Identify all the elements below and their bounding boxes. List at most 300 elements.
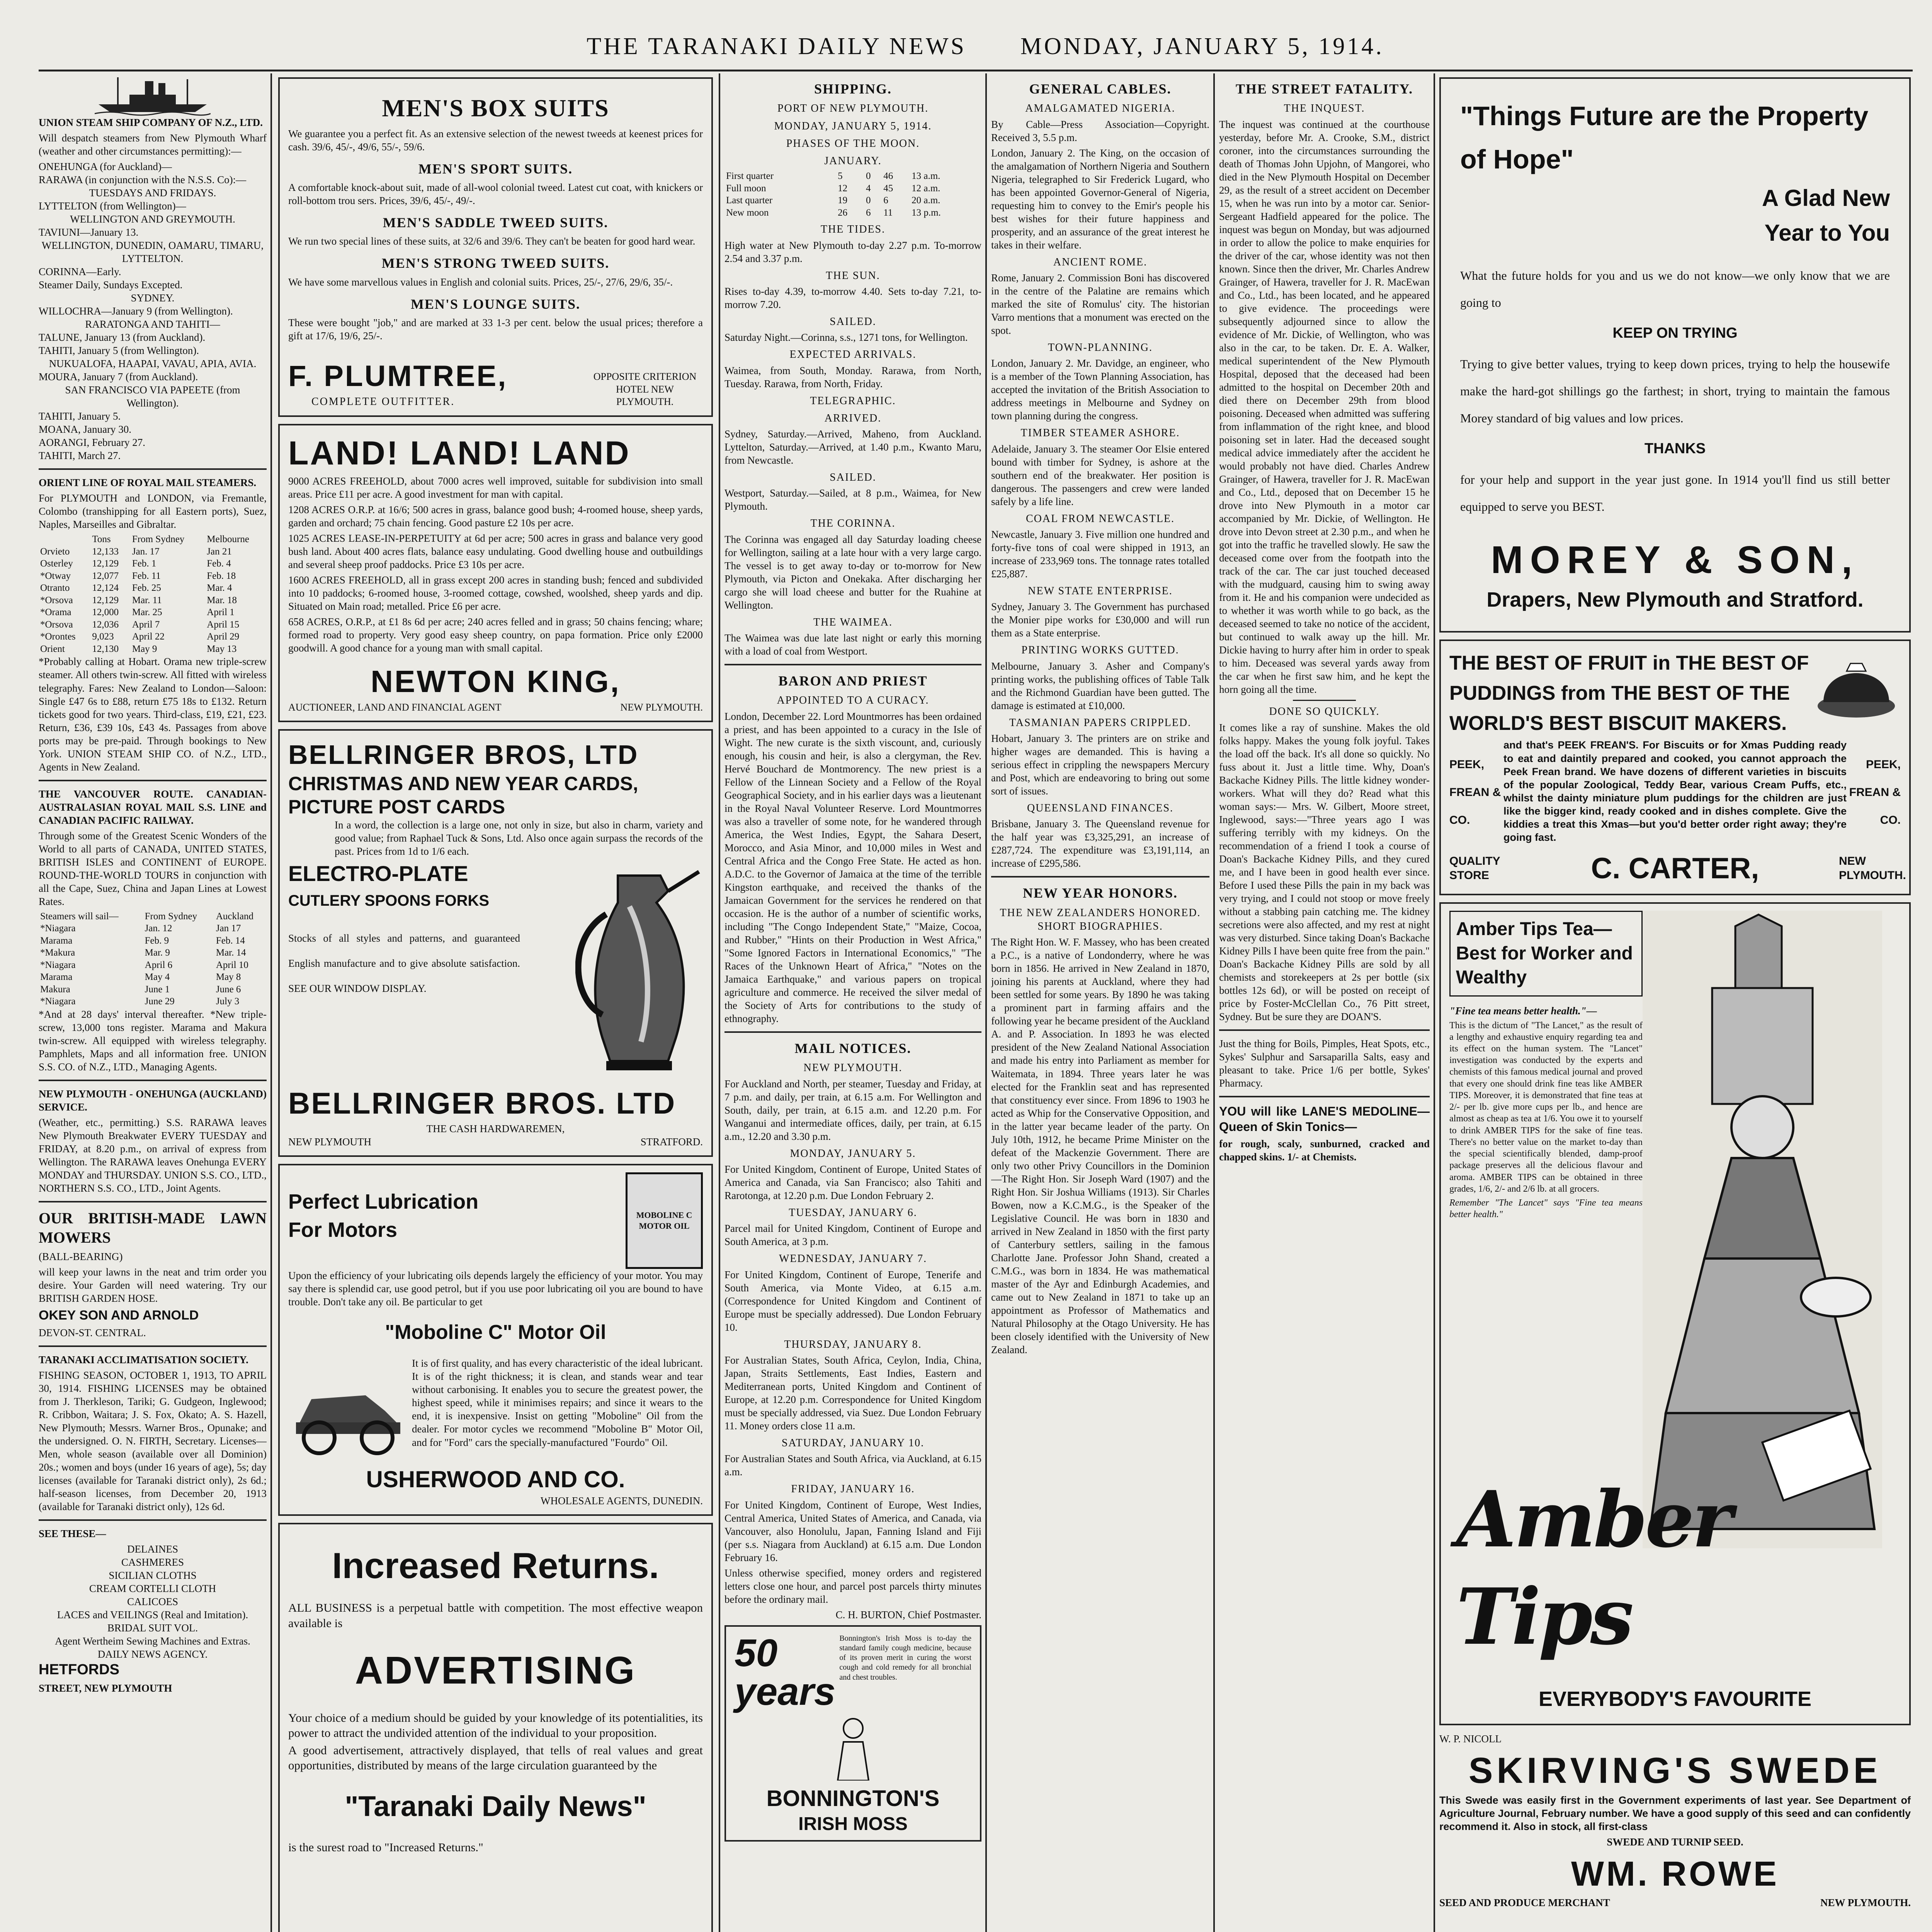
peek-addr: NEW PLYMOUTH. <box>1838 854 1906 882</box>
table-cell: 5 <box>838 171 843 182</box>
lawn-text: will keep your lawns in the neat and trim order you desire. Your Garden will need watering. Try our BRITISH GARDEN HOSE. <box>39 1266 267 1304</box>
lane-head: YOU will like LANE'S MEDOLINE—Queen of Skin Tonics— <box>1219 1104 1430 1134</box>
table-cell: Feb. 11 <box>132 570 161 581</box>
newton-sub: AUCTIONEER, LAND AND FINANCIAL AGENT <box>288 701 502 713</box>
mail-day-text: For Australian States, South Africa, Ceylon, India, China, Japan, Straits Settlements, East Indies, Eastern and Mediterranean ports, United Kingdom and Continent of Europe, at 12.20 p.m. Correspondence for United Kingdom must be specially addressed, via Suez. Due London February 11. Money orders close 11 a.m. <box>724 1354 981 1432</box>
table-cell: *Niagara <box>40 923 76 934</box>
coal-title: COAL FROM NEWCASTLE. <box>1026 512 1175 525</box>
morey-sub: Drapers, New Plymouth and Stratford. <box>1486 588 1864 612</box>
table-cell: 12,077 <box>92 570 119 581</box>
list-item: CASHMERES <box>121 1556 184 1568</box>
mail-day-title: TUESDAY, JANUARY 6. <box>789 1207 917 1219</box>
port-date: MONDAY, JANUARY 5, 1914. <box>774 120 932 132</box>
table-cell: 12,129 <box>92 558 119 569</box>
table-cell: Marama <box>40 935 73 946</box>
lub-text: Upon the efficiency of your lubricating oils depends largely the efficiency of your motor. You may say there is splendid car, use good petrol, but if you use poor lubricating oil you are bound to have trouble. Don't take any oil. Be particular to get <box>288 1269 703 1308</box>
table-cell: Last quarter <box>726 195 773 206</box>
column-3 <box>724 73 981 1932</box>
mail-day <box>724 1252 981 1333</box>
separator <box>1219 1029 1430 1031</box>
plumtree-footer <box>288 358 703 408</box>
mail-day-text: For Australian States and South Africa, via Auckland, at 6.15 a.m. <box>724 1453 981 1478</box>
morey-thanks: THANKS <box>1644 440 1706 457</box>
vancouver-intro: Through some of the Greatest Scenic Wonders of the World to all parts of CANADA, UNITED STATES, BRITISH ISLES and CONTINENT of EUROPE. ROUND-THE-WORLD TOURS in conjunction with all the Cape, Suez, China and Japan Lines at Lowest Rates. <box>39 830 267 907</box>
arrived-text: Sydney, Saturday.—Arrived, Maheno, from Auckland. Lyttelton, Saturday.—Arrived, at 1.40 p.m., Kwanto Maru, from Newcastle. <box>724 428 981 466</box>
table-row <box>724 207 981 219</box>
list-item: SICILIAN CLOTHS <box>109 1569 197 1581</box>
nsw-text: Sydney, January 3. The Government has purchased the Monier pipe works for £30,000 and will run them as a State enterprise. <box>991 601 1209 639</box>
mail-day-text: For United Kingdom, Continent of Europe, Tenerife and South America, via Monte Video, at 6.15 a.m. (Correspondence for United Kingdom and Continent of Europe must be specially addressed). Due London February 10. <box>724 1269 981 1333</box>
oil-can-icon: MOBOLINE C MOTOR OIL <box>626 1172 703 1269</box>
bellringer-ad <box>278 729 713 1157</box>
peek-footer <box>1449 850 1906 887</box>
separator <box>39 1345 267 1347</box>
table-row <box>39 935 267 947</box>
separator <box>39 1519 267 1521</box>
woman-figure-icon <box>815 1715 892 1781</box>
see-title: SEE THESE— <box>39 1527 106 1539</box>
inc-title: Increased Returns. <box>332 1545 659 1586</box>
box-suits-ad <box>278 77 713 417</box>
table-cell: 13 a.m. <box>912 171 940 182</box>
peek-title: THE BEST OF FRUIT in THE BEST OF PUDDINGS from THE BEST OF THE WORLD'S BEST BISCUIT MAKERS. <box>1449 652 1809 735</box>
onehunga-title: NEW PLYMOUTH - ONEHUNGA (AUCKLAND) SERVICE. <box>39 1088 267 1113</box>
usc-sailing: CORINNA—Early. <box>39 266 121 278</box>
table-row <box>39 922 267 935</box>
table-cell: Mar. 18 <box>207 595 237 605</box>
mail-day <box>724 1436 981 1478</box>
table-cell: June 1 <box>145 984 170 995</box>
table-cell: Mar. 14 <box>216 947 246 958</box>
land-title: LAND! LAND! LAND <box>288 435 631 472</box>
usc-title: UNION STEAM SHIP COMPANY OF N.Z., LTD. <box>39 117 263 128</box>
moon-title: PHASES OF THE MOON. <box>786 137 920 150</box>
mail-text: For Auckland and North, per steamer, Tuesday and Friday, at 7 p.m. and daily, per train, at 6.15 a.m. For Wellington and South, daily, per train, at 6.15 a.m. and 12.20 p.m. For Wanganui and intermediate offices, daily, per train, at 6.15 a.m., 12.20 and 3.30 p.m. <box>724 1078 981 1142</box>
lub-title: Perfect Lubrication For Motors <box>288 1190 479 1242</box>
town-title: TOWN-PLANNING. <box>1048 342 1153 354</box>
table-cell: 19 <box>838 195 848 206</box>
see-firm: HETFORDS <box>39 1661 119 1678</box>
morey-ad <box>1439 77 1911 633</box>
table-cell: 26 <box>838 207 848 218</box>
mail-day <box>724 1482 981 1564</box>
table-cell: Mar. 9 <box>145 947 170 958</box>
bell-title: BELLRINGER BROS, LTD <box>288 740 639 770</box>
mail-day-title: SATURDAY, JANUARY 10. <box>781 1437 925 1449</box>
table-cell: April 10 <box>216 959 248 970</box>
bon-head <box>735 1631 971 1713</box>
usc-sailing: TAHITI, January 5. <box>39 410 121 422</box>
tas-title: TASMANIAN PAPERS CRIPPLED. <box>1009 716 1192 729</box>
table-cell: April 1 <box>207 607 235 618</box>
table-cell: April 15 <box>207 619 240 630</box>
swede-title: SKIRVING'S SWEDE <box>1468 1750 1882 1791</box>
nigeria-src: By Cable—Press Association—Copyright. Received 3, 5.5 p.m. <box>991 118 1209 143</box>
lounge-suits-title: MEN'S LOUNGE SUITS. <box>410 296 581 312</box>
swede-addr: NEW PLYMOUTH. <box>1820 1897 1911 1909</box>
table-row <box>39 631 267 643</box>
table-cell: 12 a.m. <box>912 183 940 194</box>
honors-sub: THE NEW ZEALANDERS HONORED. SHORT BIOGRAPHIES. <box>1000 906 1201 933</box>
skirving-swede-ad <box>1439 1732 1911 1909</box>
bell-footer: BELLRINGER BROS. LTD <box>288 1086 676 1120</box>
morey-text2: Trying to give better values, trying to keep down prices, trying to help the housewife make the hard-got shillings go the farthest; in short, trying to maintain the famous Morey standard of big values and low prices. <box>1460 357 1890 425</box>
mail-day <box>724 1206 981 1248</box>
bell-locations <box>288 1135 703 1148</box>
amber-quote: "Fine tea means better health."— <box>1449 1005 1597 1017</box>
usc-sailing: WELLINGTON, DUNEDIN, OAMARU, TIMARU, LYTTELTON. <box>41 240 264 265</box>
table-cell: Osterley <box>40 558 73 569</box>
table-header <box>39 533 267 546</box>
table-cell: Feb. 9 <box>145 935 169 946</box>
lub-text2: It is of first quality, and has every characteristic of the ideal lubricant. It is of the right thickness; it is clean, and stands wear and tear without carbonising. It enables you to secure the greatest power, the highest speed, while it minimises repairs; and since it wears to the end, it is inexpensive. Insist on getting "Moboline" Oil from the dealer. For motor cycles we recommend "Moboline B" Motor Oil, and for "Ford" cars the specially-manufactured "Fourdo" Oil. <box>412 1357 703 1448</box>
bell-electro: ELECTRO-PLATE <box>288 861 468 886</box>
strong-suits-title: MEN'S STRONG TWEED SUITS. <box>381 255 610 271</box>
inc-footer: is the surest road to "Increased Returns." <box>288 1840 483 1854</box>
peek-side-right: PEEK, FREAN & CO. <box>1849 758 1901 827</box>
bonnington-ad <box>724 1625 981 1842</box>
mail-day-title: MONDAY, JANUARY 5. <box>790 1147 916 1160</box>
lub-agents: WHOLESALE AGENTS, DUNEDIN. <box>541 1495 703 1507</box>
strong-suits-text: We have some marvellous values in English and colonial suits. Prices, 25/-, 27/6, 29/6, 35/-. <box>288 276 673 288</box>
honors-title: NEW YEAR HONORS. <box>1022 885 1178 901</box>
column-1 <box>39 73 267 1932</box>
list-item: DELAINES <box>127 1543 178 1555</box>
bell-body <box>288 860 703 1077</box>
usc-sailing: MOURA, January 7 (from Auckland). <box>39 371 198 383</box>
table-cell: 12,129 <box>92 595 119 605</box>
list-item: LACES and VEILINGS (Real and Imitation). <box>57 1609 248 1621</box>
list-item: Agent Wertheim Sewing Machines and Extras. <box>55 1635 250 1647</box>
table-cell: April 7 <box>132 619 160 630</box>
lub-firm: USHERWOOD AND CO. <box>366 1466 625 1493</box>
inc-text1: ALL BUSINESS is a perpetual battle with competition. The most effective weapon available is <box>288 1601 703 1630</box>
column-6 <box>1439 73 1911 1932</box>
lounge-suits-text: These were bought "job," and are marked at 33 1-3 per cent. below the usual prices; therefore a gift at 17/6, 19/6, 25/-. <box>288 317 703 342</box>
table-cell: 9,023 <box>92 631 114 642</box>
table-row <box>39 558 267 570</box>
box-suits-title: MEN'S BOX SUITS <box>382 94 609 122</box>
newton-addr: NEW PLYMOUTH. <box>620 701 703 713</box>
morey-glad: A Glad New Year to You <box>1762 185 1890 246</box>
list-item: BRIDAL SUIT VOL. <box>107 1622 198 1634</box>
table-cell: 12,133 <box>92 546 119 557</box>
table-cell: July 3 <box>216 996 240 1007</box>
peek-side: PEEK, FREAN & CO. <box>1449 758 1501 827</box>
table-cell: 12 <box>838 183 848 194</box>
table-row <box>724 170 981 182</box>
see-addr: STREET, NEW PLYMOUTH <box>39 1682 172 1694</box>
expected-title: EXPECTED ARRIVALS. <box>789 349 917 361</box>
table-cell: 6 <box>883 195 888 206</box>
morey-text: What the future holds for you and us we do not know—we only know that we are going to <box>1460 269 1890 310</box>
pudding-icon <box>1812 648 1901 725</box>
table-row <box>39 971 267 983</box>
table-cell: April 6 <box>145 959 173 970</box>
arrived-title: ARRIVED. <box>824 412 882 424</box>
inc-paper: "Taranaki Daily News" <box>345 1790 646 1822</box>
peek-head <box>1449 648 1901 738</box>
usc-intro: Will despatch steamers from New Plymouth Wharf (weather and other circumstances permitting):— <box>39 132 267 157</box>
peek-frean-ad <box>1439 639 1911 895</box>
usc-sailing: Steamer Daily, Sundays Excepted. <box>39 279 183 291</box>
usc-sailing: RARAWA (in conjunction with the N.S.S. Co):— <box>39 174 247 186</box>
table-cell: Mar. 4 <box>207 583 232 594</box>
bell-stock: Stocks of all styles and patterns, and guaranteed English manufacture and to give absolute satisfaction. SEE OUR WINDOW DISPLAY. <box>288 932 520 995</box>
sport-suits-text: A comfortable knock-about suit, made of all-wool colonial tweed. Latest cut coat, with knickers or roll-bottom trou sers. Prices, 39/6, 45/-, 49/-. <box>288 182 703 207</box>
bell-left <box>288 860 575 1077</box>
baron-title: BARON AND PRIEST <box>778 673 928 689</box>
table-cell: Feb. 18 <box>207 570 236 581</box>
column-rule <box>985 73 987 1932</box>
table-cell: First quarter <box>726 171 774 182</box>
land-item: 1600 ACRES FREEHOLD, all in grass except 200 acres in standing bush; fenced and subdivided into 10 paddocks; 6-roomed house, 3-roomed cottage, cowshed, woolshed, sheep yards and dip. Situated on Main road; metalled. Price £6 per acre. <box>288 574 703 612</box>
moon-table <box>724 170 981 219</box>
separator <box>724 1031 981 1033</box>
morey-text3: for your help and support in the year just gone. In 1914 you'll find us still better equipped to serve you BEST. <box>1460 472 1890 514</box>
sulphur-text: Just the thing for Boils, Pimples, Heat Spots, etc., Sykes' Sulphur and Sarsaparilla Salts, easy and pleasant to take. Price 1/6 per bottle, Sykes' Pharmacy. <box>1219 1037 1430 1089</box>
table-cell: June 6 <box>216 984 241 995</box>
newton-name: NEWTON KING, <box>371 664 621 699</box>
nigeria-text: London, January 2. The King, on the occasion of the amalgamation of Northern Nigeria and Southern Nigeria, telegraphed to Sir Frederick Lugard, who has been appointed Governor-General of Nigeria, requesting him to convey to the Emir's people his best wishes for their future happiness and prosperity, and an assurance of the great interest he takes in their welfare. <box>991 147 1209 251</box>
cables-title: GENERAL CABLES. <box>1029 81 1172 97</box>
usc-sailing: TALUNE, January 13 (from Auckland). <box>39 332 206 344</box>
sailed-title: SAILED. <box>830 316 876 328</box>
table-cell: 12,036 <box>92 619 119 630</box>
table-cell: Makura <box>40 984 70 995</box>
swede-footer <box>1439 1896 1911 1909</box>
usc-sailing: MOANA, January 30. <box>39 423 131 435</box>
table-cell: 12,130 <box>92 643 119 654</box>
table-cell: 11 <box>883 207 893 218</box>
moon-month: JANUARY. <box>824 155 882 167</box>
corinna-title: THE CORINNA. <box>810 517 896 530</box>
mail-day-text: For United Kingdom, Continent of Europe, United States of America and Canada, via San Francisco; also Tahiti and Rarotonga, at 12.20 p.m. Due London February 2. <box>724 1163 981 1202</box>
morey-keep: KEEP ON TRYING <box>1612 325 1738 341</box>
column-rule <box>270 73 272 1932</box>
orient-table <box>39 533 267 655</box>
masthead-rule <box>39 70 1913 71</box>
lub-head <box>288 1172 703 1269</box>
tides-text: High water at New Plymouth to-day 2.27 p.m. To-morrow 2.54 and 3.37 p.m. <box>724 239 981 264</box>
table-header <box>39 910 267 923</box>
table-cell: 20 a.m. <box>912 195 940 206</box>
usc-sailing: TAHITI, January 5 (from Wellington). <box>39 345 199 357</box>
onehunga-text: (Weather, etc., permitting.) S.S. RARAWA leaves New Plymouth Breakwater EVERY TUESDAY and FRIDAY, at 8.20 p.m., on arrival of express from Wellington. The RARAWA leaves Onehunga EVERY MONDAY and THURSDAY. UNION S.S. CO., LTD., NORTHERN S.S. CO., LTD., Joint Agents. <box>39 1116 267 1194</box>
table-cell: Feb. 25 <box>132 583 161 594</box>
usc-sailing: AORANGI, February 27. <box>39 437 145 449</box>
column-rule <box>719 73 720 1932</box>
land-item: 1208 ACRES O.R.P. at 16/6; 500 acres in grass, balance good bush; 4-roomed house, sheep yards, garden and orchard; 75 chain fencing. Good pasture £2 10s per acre. <box>288 503 703 529</box>
table-cell: *Niagara <box>40 959 76 970</box>
table-row <box>39 594 267 607</box>
table-cell: Mar. 25 <box>132 607 162 618</box>
mail-day <box>724 1147 981 1202</box>
issue-date: MONDAY, JANUARY 5, 1914. <box>1020 33 1384 60</box>
table-cell: Jan. 12 <box>145 923 172 934</box>
table-cell: Feb. 1 <box>132 558 156 569</box>
inc-advertising: ADVERTISING <box>355 1648 636 1692</box>
bell-cutlery: CUTLERY SPOONS FORKS <box>288 892 490 910</box>
sailed2-title: SAILED. <box>830 471 876 484</box>
table-cell: 4 <box>866 183 871 194</box>
table-row <box>39 619 267 631</box>
table-cell: *Orsova <box>40 619 73 630</box>
vancouver-table <box>39 910 267 1008</box>
table-cell: April 22 <box>132 631 165 642</box>
list-item: CALICOES <box>127 1595 178 1607</box>
vancouver-notes: *And at 28 days' interval thereafter. *New triple-screw, 13,000 tons register. Marama and Makura twin-screw. All equipped with wireless telegraphy. Pamphlets, Maps and all information free. UNION S.S. CO. of N.Z., LTD., Managing Agents. <box>39 1008 267 1073</box>
land-item: 1025 ACRES LEASE-IN-PERPETUITY at 6d per acre; 500 acres in grass and balance very good bush land. About 400 acres flats, balance easy undulating. Good dwelling house and outbuildings and several sheep proof paddocks. Price £3 10s per acre. <box>288 532 703 570</box>
shipping-title: SHIPPING. <box>814 81 892 97</box>
honors-text: The Right Hon. W. F. Massey, who has been created a P.C., is a native of Londonderry, where he was born in 1856. He arrived in New Zealand in 1870, joining his parents at Auckland, where they had been settled for some years. By 1890 he was taking a prominent part in farming affairs and the following year he became president of the Auckland A. and P. Association. In 1893 he was elected president of the New Zealand National Association and made his entry into Parliament as member for Waitemata, in 1894. Three years later he was elected for the Franklin seat and has represented that constituency ever since. From 1896 to 1903 he acted as Whip for the Conservative Opposition, and in the latter year became leader of the party. On July 10th, 1912, he became Prime Minister on the defeat of the Mackenzie Government. There are only two other Privy Councillors in the Dominion—The Right Hon. Sir Joseph Ward (1907) and the Right Hon. Sir Joshua Williams (1913). Sir Charles Bowen, now a K.C.M.G., is the Speaker of the Legislative Council. He was born in 1830 and arrived in New Zealand in 1850 with the first party of Canterbury settlers, sailing in the famous Charlotte Jane. Professor John Shand, created a C.M.G., was born in 1834. He was mathematical master of the Ayr and Edinburgh Academies, and came out to New Zealand in 1871 to take up an appointment as Professor of Mathematics and Natural Philosophy at the Otago University. He has been closely identified with the University of New Zealand. <box>991 936 1209 1355</box>
lawn-title: OUR BRITISH-MADE LAWN MOWERS <box>39 1209 267 1247</box>
table-cell: 13 p.m. <box>912 207 941 218</box>
table-cell: 12,000 <box>92 607 119 618</box>
mail-footer: Unless otherwise specified, money orders and registered letters close one hour, and parcel post parcels thirty minutes before the ordinary mail. <box>724 1567 981 1605</box>
table-cell: Feb. 4 <box>207 558 231 569</box>
amber-head <box>1449 911 1901 1548</box>
table-row <box>39 582 267 594</box>
land-item: 9000 ACRES FREEHOLD, about 7000 acres well improved, suitable for subdivision into small areas. Price £11 per acre. A good investment for man with capital. <box>288 475 703 500</box>
orient-notes: *Probably calling at Hobart. Orama new triple-screw steamer. All others twin-screw. All fitted with wireless telegraphy. Fares: New Zealand to London—Saloon: Single £47 6s to £88, return £75 18s to £132. Return tickets good for two years. Third-class, £19, £21, £23. Return, £36, £39 10s, £43 4s. Passages from above ports may be pre-paid. Through bookings to New York. UNION STEAM SHIP CO. of N.Z., LTD., Agents in New Zealand. <box>39 656 267 773</box>
swede-sub: SEED AND PRODUCE MERCHANT <box>1439 1897 1610 1909</box>
separator <box>39 468 267 470</box>
table-cell: May 13 <box>207 643 237 654</box>
bon-brand: BONNINGTON'S <box>766 1786 940 1811</box>
table-row <box>39 643 267 655</box>
separator <box>724 664 981 665</box>
baron-sub: APPOINTED TO A CURACY. <box>777 694 929 707</box>
quick-text: It comes like a ray of sunshine. Makes the old folks happy. Makes the young folk joyful. Takes the load off the back. It's all done so quickly. No fuss about it. Just a little time. Why, Doan's Backache Kidney Pills. The little kidney wonder-workers. What will they do? Read what this woman says:— Mrs. W. Gilbert, Moore street, Inglewood, says:—"Three years ago I was suffering terribly with my kidneys. On the recommendation of a friend I took a course of Doan's Backache Kidney Pills, and they cured me, and I have been in good health ever since. Before I used these Pills the pain in my back was very trying, and I could not stoop or move freely without a stabbing pain catching me. The kidney secretions were also affected, and my rest at night was very disturbed. Since taking Doan's Backache Kidney Pills I have been quite free from the pain." Doan's Backache Kidney Pills are sold by all chemists and storekeepers at 2s per bottle (six bottles 12s 6d), or will be posted on receipt of price by Foster-McClellan Co., 76 Pitt street, Sydney. But be sure they are DOAN'S. <box>1219 721 1430 1022</box>
column-rule <box>1434 73 1435 1932</box>
paper-name: THE TARANAKI DAILY NEWS <box>587 33 966 60</box>
orient-intro: For PLYMOUTH and LONDON, via Fremantle, Colombo (transhipping for all Eastern ports), Suez, Naples, Marseilles and Gibraltar. <box>39 492 267 531</box>
inc-text3: A good advertisement, attractively displayed, that tells of real values and great opportunities, distributed by means of the large circulation guaranteed by the <box>288 1743 703 1772</box>
table-cell: Jan. 17 <box>132 546 160 557</box>
box-suits-text: We guarantee you a perfect fit. As an extensive selection of the newest tweeds at keenest prices for cash. 39/6, 45/-, 49/6, 55/-, 59/6. <box>288 128 703 153</box>
corinna-text: The Corinna was engaged all day Saturday loading cheese for Wellington, sailing at a late hour with a very large cargo. The vessel is to get away to-day or to-morrow for New Plymouth, via Picton and Onekaka. After discharging her cargo she will load cheese and butter for the Ruahine at Wellington. <box>724 533 981 611</box>
tides-title: THE TIDES. <box>820 223 886 236</box>
peek-quality: QUALITY STORE <box>1449 854 1500 882</box>
sailed2-text: Westport, Saturday.—Sailed, at 8 p.m., Waimea, for New Plymouth. <box>724 487 981 512</box>
table-cell: Orient <box>40 643 65 654</box>
plumtree-block <box>288 358 507 408</box>
morey-tagline: "Things Future are the Property of Hope" <box>1460 101 1869 174</box>
table-cell: 12,124 <box>92 583 119 594</box>
town-text: London, January 2. Mr. Davidge, an engineer, who is a member of the Town Planning Association, has accepted the invitation of the British Association to address meetings in Melbourne and Sydney on town planning during the congress. <box>991 357 1209 422</box>
separator <box>39 1080 267 1081</box>
print-title: PRINTING WORKS GUTTED. <box>1021 644 1179 656</box>
vancouver-title: THE VANCOUVER ROUTE. CANADIAN-AUSTRALASIAN ROYAL MAIL S.S. LINE and CANADIAN PACIFIC RAILWAY. <box>39 788 267 826</box>
plumtree-addr: OPPOSITE CRITERION HOTEL NEW PLYMOUTH. <box>593 371 697 408</box>
qld-title: QUEENSLAND FINANCES. <box>1027 802 1174 815</box>
rome-title: ANCIENT ROME. <box>1053 256 1148 268</box>
table-row <box>39 606 267 619</box>
bon-product: IRISH MOSS <box>798 1813 908 1834</box>
motor-car-icon <box>288 1357 404 1457</box>
table-row <box>39 546 267 558</box>
separator <box>1293 700 1356 701</box>
table-cell: Orvieto <box>40 546 70 557</box>
bell-footer-sub: THE CASH HARDWAREMEN, <box>426 1122 565 1134</box>
bon-text: Bonnington's Irish Moss is to-day the standard family cough medicine, because of its proven merit in curing the worst cough and cold remedy for all bronchial and chest troubles. <box>839 1634 971 1682</box>
table-row <box>39 995 267 1008</box>
table-cell: New moon <box>726 207 769 218</box>
port-title: PORT OF NEW PLYMOUTH. <box>777 102 929 115</box>
usc-sailing: WILLOCHRA—January 9 (from Wellington). <box>39 305 233 317</box>
inquest-title: THE INQUEST. <box>1284 102 1365 115</box>
swede-text: This Swede was easily first in the Government experiments of last year. See Department of Agriculture Journal, February number. We have a good supply of this seed and can confidently recommend it. Also in stock, all first-class <box>1439 1794 1911 1832</box>
list-item: CREAM CORTELLI CLOTH <box>89 1582 216 1594</box>
table-cell: 46 <box>883 171 893 182</box>
mail-day <box>724 1338 981 1432</box>
column-2 <box>278 73 713 1932</box>
expected-text: Waimea, from South, Monday. Rarawa, from North, Tuesday. Rarawa, from North, Friday. <box>724 364 981 389</box>
list-item: DAILY NEWS AGENCY. <box>97 1648 208 1660</box>
timber-title: TIMBER STEAMER ASHORE. <box>1020 427 1180 439</box>
sport-suits-title: MEN'S SPORT SUITS. <box>418 161 573 177</box>
table-cell: Auckland <box>216 911 254 922</box>
tea-drinker-illustration <box>1643 911 1882 1548</box>
qld-text: Brisbane, January 3. The Queensland revenue for the half year was £3,325,291, an increase of £287,724. The expenditure was £3,191,114, an increase of £295,586. <box>991 818 1209 869</box>
usc-sailing: RARATONGA AND TAHITI— <box>85 318 220 330</box>
coal-text: Newcastle, January 3. Five million one hundred and forty-five tons of coal were shipped in 1913, an increase of 233,969 tons. The tonnage rates totalled £25,887. <box>991 529 1209 580</box>
swede-seed: SWEDE AND TURNIP SEED. <box>1607 1836 1743 1848</box>
rome-text: Rome, January 2. Commission Boni has discovered in the centre of the Palatine are remains which marked the site of Romulus' city. The historian Varro mentions that a monument was erected on the spot. <box>991 272 1209 337</box>
land-item: 658 ACRES, O.R.P., at £1 8s 6d per acre; 240 acres felled and in grass; 50 chains fencing; whare; formed road to property. Very good easy sheep country, on papa formation. Price only £2000 goodwill. A good chance for a young man with small capital. <box>288 616 703 654</box>
table-cell: Marama <box>40 972 73 983</box>
fatality-title: THE STREET FATALITY. <box>1235 81 1413 97</box>
mail-day-title: THURSDAY, JANUARY 8. <box>784 1338 922 1350</box>
swede-agent: W. P. NICOLL <box>1439 1733 1502 1745</box>
baron-text: London, December 22. Lord Mountmorres has been ordained a priest, and has been appointed to a curacy in the Isle of Wight. The new curate is the sixth viscount, and, curiously enough, his cousin and heir, is also a clergyman, the Rev. Hervé Bouchard de Montmorency. The new priest is a Fellow of the Linnean Society and a Fellow of the Royal Geographical Society, and in his earlier days was a lieutenant in the Royal Naval Volunteer Reserve. Lord Mountmorres was also a traveller of some note, for he wandered through America, the West Indies, Egypt, the Sahara Desert, Morocco, and Asia Minor, and 10,000 miles in West and Central Africa and the Congo Free State. He acted as hon. A.D.C. to the Governor of Jamaica at the time of the terrible Kingston earthquake, and received the thanks of the Jamaican Government for the services he rendered on that occasion. He is the author of a number of scientific works, including "The Congo Independent State," "Maize, Cocoa, and Rubber," "Hints on their Production in West Africa," "Some Ignored Factors in International Economics," "The Races of the Unknown Heart of Africa," "Notes on the Jamaica Earthquake," and various papers on tropical agriculture and commerce. He received the silver medal of the Society of Arts for contributions to the study of ethnography. <box>724 710 981 1025</box>
morey-firm: MOREY & SON, <box>1491 538 1859 582</box>
waimea-title: THE WAIMEA. <box>813 616 893 628</box>
usc-sailing: TUESDAYS AND FRIDAYS. <box>89 187 216 199</box>
separator <box>1219 1096 1430 1097</box>
table-cell: May 8 <box>216 972 241 983</box>
saddle-suits-text: We run two special lines of these suits, at 32/6 and 39/6. They can't be beaten for good hard wear. <box>288 235 696 247</box>
amber-script: Amber Tips <box>1456 1474 1731 1663</box>
table-cell: April 29 <box>207 631 240 642</box>
usc-sailing: LYTTELTON (from Wellington)— <box>39 200 186 212</box>
table-cell: 0 <box>866 195 871 206</box>
waimea-text: The Waimea was due late last night or early this morning with a load of coal from Westport. <box>724 632 981 657</box>
increased-returns-ad <box>278 1523 713 1932</box>
mail-day-title: WEDNESDAY, JANUARY 7. <box>779 1253 927 1265</box>
moboline-ad <box>278 1164 713 1516</box>
lawn-sub: (BALL-BEARING) <box>39 1250 123 1262</box>
peek-firm: C. CARTER, <box>1591 852 1759 885</box>
swede-firm: WM. ROWE <box>1571 1854 1779 1893</box>
steamship-icon <box>95 73 211 116</box>
table-row <box>724 194 981 207</box>
nigeria-title: AMALGAMATED NIGERIA. <box>1025 102 1175 115</box>
masthead <box>77 27 1893 66</box>
table-row <box>724 182 981 195</box>
column-4 <box>991 73 1209 1932</box>
inc-text2: Your choice of a medium should be guided by your knowledge of its potentialities, its power to attract the undivided attention of the individual to your proposition. <box>288 1711 703 1740</box>
lawn-firm: OKEY SON AND ARNOLD <box>39 1308 199 1323</box>
mail-place: NEW PLYMOUTH. <box>803 1062 903 1074</box>
quick-title: DONE SO QUICKLY. <box>1269 706 1380 718</box>
table-cell <box>39 533 90 546</box>
table-cell: May 9 <box>132 643 157 654</box>
bell-footer-right: STRATFORD. <box>640 1136 703 1148</box>
table-cell: Tons <box>92 534 111 545</box>
table-cell: Steamers will sail— <box>40 911 119 922</box>
